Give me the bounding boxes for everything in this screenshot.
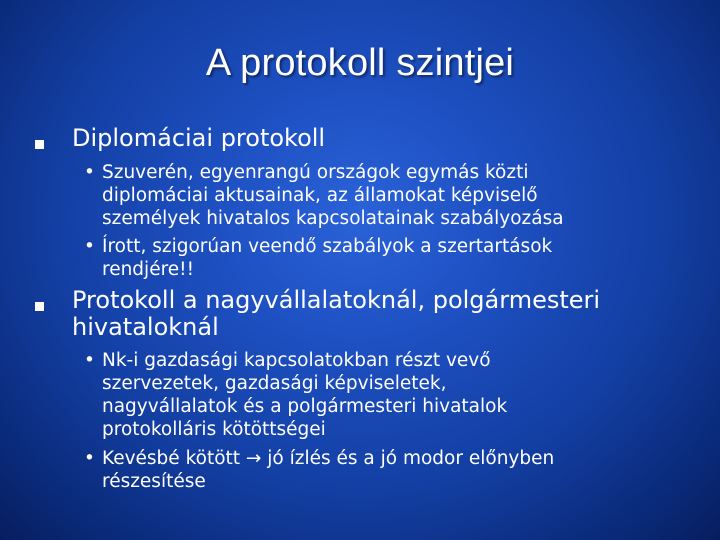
slide-title: A protokoll szintjei: [205, 42, 515, 84]
sub-item-line: szervezetek, gazdasági képviseletek,: [102, 373, 447, 394]
sub-item-line: protokolláris kötöttségei: [102, 419, 326, 440]
sub-item-line: diplomáciai aktusainak, az államokat képviselő: [102, 185, 538, 206]
round-bullet-icon: •: [84, 448, 95, 469]
sub-item-line: Szuverén, egyenrangú országok egymás közti: [102, 162, 529, 183]
round-bullet-icon: •: [84, 236, 95, 257]
round-bullet-icon: •: [84, 350, 95, 371]
square-bullet-icon: [35, 140, 44, 149]
section-heading: Diplomáciai protokoll: [72, 124, 326, 152]
square-bullet-icon: [35, 302, 44, 311]
section-heading-line: hivataloknál: [72, 313, 219, 341]
sub-item-line: nagyvállalatok és a polgármesteri hivatalok: [102, 396, 508, 417]
sub-item-line: rendjére!!: [102, 259, 194, 280]
sub-item-line: részesítése: [102, 471, 206, 492]
round-bullet-icon: •: [84, 162, 95, 183]
section-heading-line: Protokoll a nagyvállalatoknál, polgármesteri: [72, 286, 601, 314]
sub-item-line: Írott, szigorúan veendő szabályok a szertartások: [102, 236, 553, 257]
sub-item-line: Nk-i gazdasági kapcsolatokban részt vevő: [102, 350, 491, 371]
sub-item-line: személyek hivatalos kapcsolatainak szabályozása: [102, 208, 564, 229]
sub-item-line: Kevésbé kötött → jó ízlés és a jó modor előnyben: [102, 448, 555, 469]
